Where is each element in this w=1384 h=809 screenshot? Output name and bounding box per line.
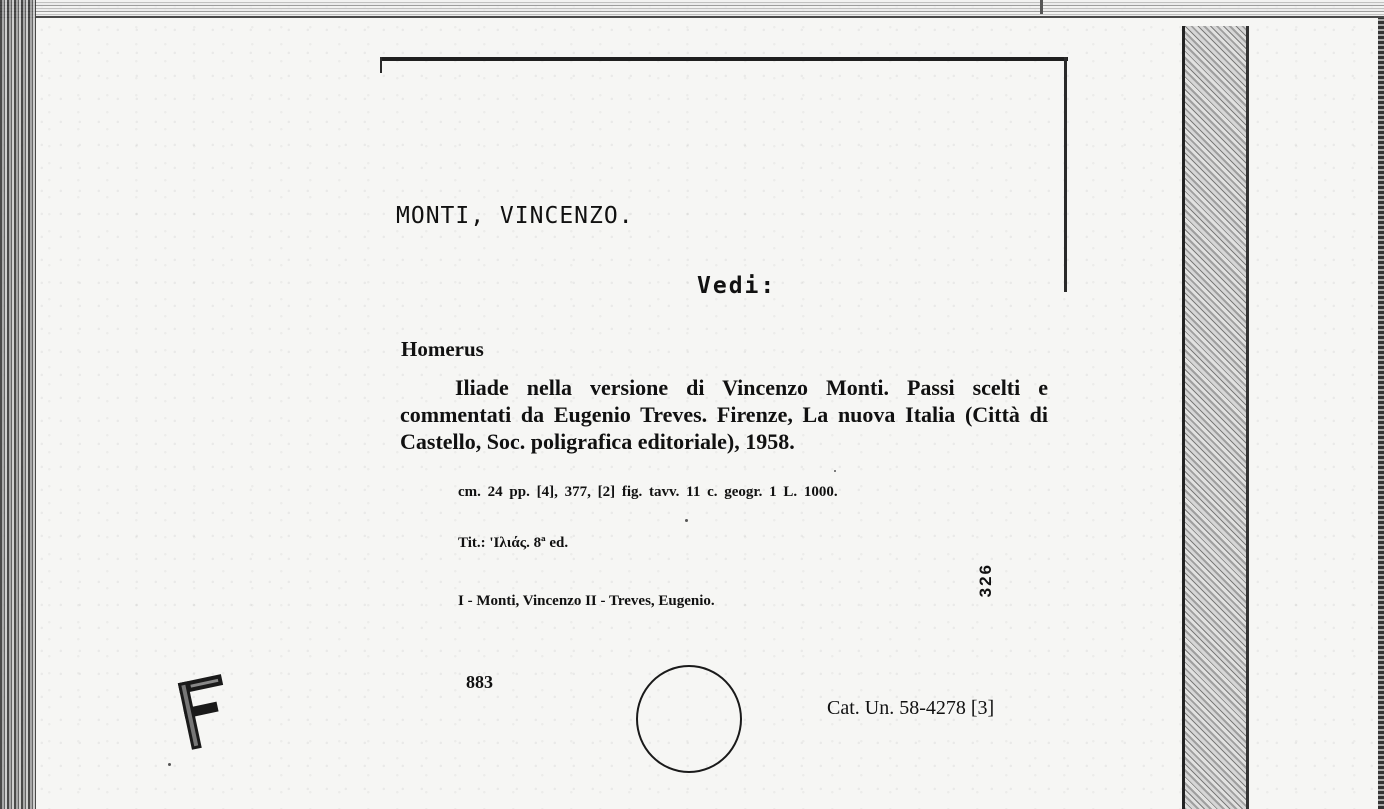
- scan-far-right-bar: [1378, 18, 1384, 809]
- card-left-tick: [380, 57, 382, 73]
- card-heading: MONTI, VINCENZO.: [396, 203, 634, 229]
- scan-speck: [168, 763, 171, 766]
- f-stamp-icon: [168, 665, 243, 756]
- scan-right-strip: [1184, 26, 1248, 809]
- bibliographic-description: Iliade nella versione di Vincenzo Monti. Passi scelti e commentati da Eugenio Treves. Firenze, La nuova Italia (Città di Castello, Soc. poligrafica editoriale), 1958.: [400, 375, 1048, 454]
- card-number: 883: [466, 672, 493, 692]
- scan-left-edge: [0, 0, 36, 809]
- card-top-border: [380, 57, 1068, 61]
- title-note: Tit.: 'Ιλιάς. 8ª ed.: [458, 535, 569, 551]
- scan-right-strip-edge-2: [1246, 26, 1249, 809]
- union-catalog-number: Cat. Un. 58-4278 [3]: [827, 697, 995, 719]
- scan-speck: [834, 470, 836, 472]
- scan-speck: [685, 519, 688, 522]
- scan-speck: [1040, 0, 1043, 14]
- scan-right-strip-edge: [1182, 26, 1185, 809]
- scan-top-rule: [36, 16, 1384, 18]
- collation-line: cm. 24 pp. [4], 377, [2] fig. tavv. 11 c. geogr. 1 L. 1000.: [458, 484, 838, 500]
- tracings-line: I - Monti, Vincenzo II - Treves, Eugenio.: [458, 593, 715, 609]
- punch-hole-circle: [636, 665, 742, 773]
- vertical-number: 326: [976, 563, 995, 598]
- card-right-border: [1064, 57, 1067, 292]
- entry-author: Homerus: [401, 337, 484, 361]
- see-reference-label: Vedi:: [697, 273, 777, 299]
